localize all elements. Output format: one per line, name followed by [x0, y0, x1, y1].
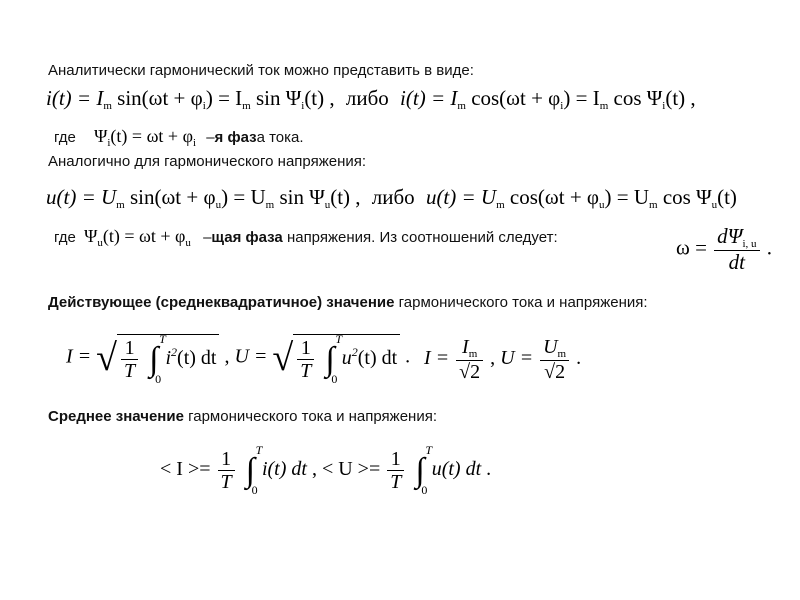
u-body: u: [341, 347, 352, 370]
eq-rhs-start: i(t) = I: [400, 86, 458, 110]
eq-sub: u: [97, 237, 103, 249]
eq-sin-psi: sin Ψ: [279, 185, 325, 209]
dot: .: [486, 458, 492, 481]
avg-U-lhs: < U >=: [321, 458, 381, 481]
where-word: где: [54, 129, 76, 146]
rms-normal: гармонического тока и напряжения:: [398, 294, 648, 311]
phase-current-line: [54, 126, 304, 149]
frac-one: 1: [297, 337, 314, 360]
eq-sub: i: [662, 100, 666, 112]
eq-after: (t) ,: [330, 185, 361, 209]
dot: .: [405, 345, 411, 368]
dash: –: [203, 229, 212, 246]
frac-one: 1: [387, 448, 404, 471]
eq-sup: 2: [351, 345, 358, 360]
eq-sub: m: [242, 100, 251, 112]
frac-one: 1: [218, 448, 235, 471]
eq-close: ) = I: [563, 86, 600, 110]
eq-sub: m: [649, 199, 658, 211]
rms-simple-U-lhs: U =: [500, 347, 534, 370]
sqrt-two: 2: [555, 361, 566, 384]
frac-T: T: [220, 471, 232, 493]
eq-voltage-lhs: u(t) = U: [46, 185, 117, 209]
eq-after: (t) ,: [304, 86, 335, 110]
eq-close: ) = U: [604, 185, 650, 209]
eq-sub: m: [457, 100, 466, 112]
omega-den: dt: [728, 250, 745, 275]
phase-bold: щая фаза: [211, 229, 283, 246]
eq-sub: i: [192, 137, 197, 149]
eq-sin-psi: sin Ψ: [255, 86, 302, 110]
eq-libo: либо: [345, 86, 389, 110]
frac-one: 1: [121, 337, 138, 360]
int-lower: 0: [331, 371, 338, 386]
eq-cos-psi: cos Ψ: [613, 86, 663, 110]
U-fraction: [540, 336, 569, 383]
omega-num: dΨ: [717, 224, 743, 248]
eq-libo: либо: [371, 185, 415, 209]
eq-sub: m: [496, 199, 505, 211]
eq-sub: m: [103, 100, 112, 112]
analog-text: Аналогично для гармонического напряжения:: [48, 153, 367, 170]
int-lower: 0: [251, 482, 258, 497]
dot: .: [576, 347, 582, 370]
i-rest: (t) dt: [177, 347, 217, 370]
rms-integral-equation: [66, 331, 411, 386]
dash: –: [206, 129, 215, 146]
phase-voltage-formula: [84, 226, 191, 249]
omega-dot: .: [766, 235, 772, 260]
eq-end: (t): [717, 185, 737, 209]
integral-sign: ∫ T 0: [149, 331, 166, 386]
int-upper: T: [335, 331, 343, 346]
phase-voltage-line: [54, 226, 558, 249]
eq-sub: i, u: [742, 238, 757, 250]
rms-U-lhs: U =: [234, 345, 268, 368]
rms-simple-equation: [424, 336, 581, 383]
sqrt-symbol: √: [544, 361, 556, 384]
u-rest: (t) dt: [357, 347, 398, 370]
eq-sub: u: [215, 199, 222, 211]
integral-sign: ∫ T 0: [245, 442, 263, 497]
sep: ,: [490, 347, 496, 370]
omega-fraction: [714, 225, 759, 274]
eq-sub: m: [557, 348, 567, 360]
avg-equation: [160, 442, 492, 497]
omega-equation: [676, 225, 772, 274]
eq-sub: u: [324, 199, 331, 211]
omega-lhs: ω =: [676, 235, 707, 260]
eq-end: (t) ,: [665, 86, 696, 110]
eq-current-lhs: i(t) = I: [46, 86, 104, 110]
eq-cos-psi: cos Ψ: [662, 185, 712, 209]
avg-heading: [48, 408, 437, 425]
phase-rest: а тока.: [256, 129, 304, 146]
eq-rhs-start: u(t) = U: [425, 185, 497, 209]
eq-sin-part: sin(ωt + φ: [129, 185, 216, 209]
avg-i-rest: i(t) dt: [261, 458, 307, 481]
avg-I-lhs: < I >=: [160, 458, 211, 481]
int-upper: T: [255, 442, 263, 457]
sqrt-sign: √ $\frac{1}{T}$ ∫ T 0 $i^2(t)$ dt: [96, 334, 219, 382]
where-word: где: [54, 229, 76, 246]
eq-close: ) = U: [221, 185, 266, 209]
sep: ,: [224, 345, 230, 368]
eq-sub: i: [107, 137, 111, 149]
eq-cos-part: cos(ωt + φ: [509, 185, 600, 209]
eq-sup: 2: [171, 345, 178, 360]
eq-sub: i: [301, 100, 305, 112]
rms-simple-I-lhs: I =: [424, 347, 450, 370]
sqrt-sign: √ $\frac{1}{T}$ ∫ T 0 $u^2(t)$ dt: [272, 334, 400, 382]
rms-bold: Действующее (среднеквадратичное) значение: [48, 294, 395, 311]
phase-rest: напряжения. Из соотношений следует:: [286, 229, 558, 246]
frac-T: T: [390, 471, 402, 493]
eq-sub: m: [116, 199, 125, 211]
eq-sub: i: [560, 100, 564, 112]
rms-heading: [48, 294, 648, 311]
current-equation: [46, 86, 696, 112]
int-upper: T: [159, 331, 166, 346]
formula-rest: (t) = ωt + φ: [110, 126, 193, 146]
int-upper: T: [425, 442, 433, 457]
formula-rest: (t) = ωt + φ: [102, 226, 186, 246]
U-num: U: [543, 336, 558, 358]
intro-text: Аналитически гармонический ток можно представить в виде:: [48, 62, 474, 79]
phase-current-formula: [94, 126, 197, 149]
psi-symbol: Ψ: [94, 126, 108, 146]
I-fraction: [456, 336, 483, 383]
psi-symbol: Ψ: [84, 226, 98, 246]
eq-sin-part: sin(ωt + φ: [117, 86, 203, 110]
frac-T: T: [300, 360, 312, 382]
eq-close: ) = I: [205, 86, 243, 110]
avg-normal: гармонического тока и напряжения:: [188, 408, 438, 425]
eq-sub: m: [265, 199, 275, 211]
integral-sign: ∫ T 0: [415, 442, 433, 497]
eq-cos-part: cos(ωt + φ: [471, 86, 561, 110]
I-num: I: [462, 336, 469, 358]
integral-sign: ∫ T 0: [325, 331, 343, 386]
frac-T: T: [124, 360, 136, 382]
sqrt-two: 2: [470, 361, 481, 384]
eq-sub: i: [202, 100, 206, 112]
rms-I-lhs: I =: [66, 345, 92, 368]
sqrt-symbol: √: [459, 361, 471, 384]
i-body: i: [165, 347, 172, 370]
int-lower: 0: [421, 482, 428, 497]
avg-bold: Среднее значение: [48, 408, 184, 425]
avg-u-rest: u(t) dt: [431, 458, 482, 481]
eq-sub: m: [468, 348, 478, 360]
voltage-equation: [46, 185, 737, 211]
eq-sub: u: [711, 199, 718, 211]
sep: ,: [311, 458, 317, 481]
eq-sub: u: [185, 237, 191, 249]
eq-sub: m: [599, 100, 609, 112]
eq-sub: u: [599, 199, 605, 211]
int-lower: 0: [155, 371, 162, 386]
phase-bold: я фаз: [214, 129, 257, 146]
